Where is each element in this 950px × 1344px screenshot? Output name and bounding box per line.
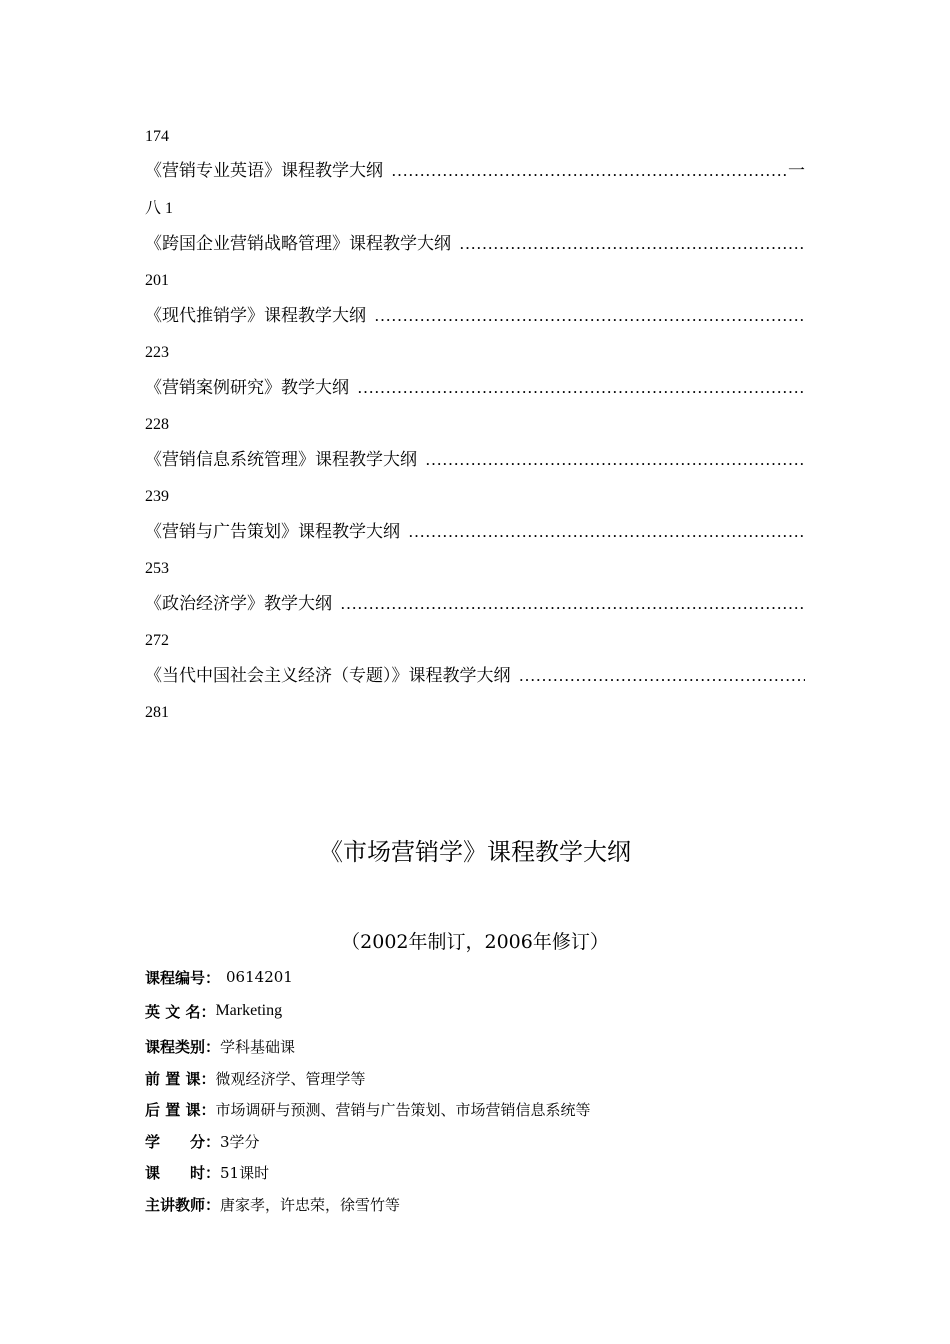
toc-leader-dots [357,377,805,399]
toc-page-number: 239 [145,488,169,505]
info-row-course-category [145,1035,295,1057]
toc-page-number: 281 [145,704,169,721]
toc-leader-dots [519,665,806,687]
toc-page-number: 223 [145,344,169,361]
info-label: 学 分： [145,1132,221,1151]
toc-entry[interactable] [145,665,805,687]
toc-page-number: 228 [145,416,169,433]
info-row-credits [145,1130,260,1152]
toc-entry[interactable] [145,593,805,615]
toc-entry-title: 《现代推销学》课程教学大纲 [145,306,366,326]
toc-entry[interactable] [145,233,805,255]
toc-entry-title: 《政治经济学》教学大纲 [145,594,332,614]
info-value: 微观经济学、管理学等 [215,1069,366,1088]
toc-leader-dots [340,593,805,615]
toc-entry[interactable] [145,449,805,471]
toc-page-number: 253 [145,560,169,577]
toc-page-number: 174 [145,128,169,145]
info-label: 课程类别： [145,1037,221,1056]
info-value: 学科基础课 [220,1037,296,1056]
info-row-lecturers [145,1193,400,1215]
toc-entry-tail: 一 [788,161,805,181]
document-subtitle: （2002年制订，2006年修订） [341,931,609,953]
info-row-class-hours [145,1161,269,1183]
info-value: 3学分 [220,1132,260,1151]
info-row-prerequisites [145,1067,365,1089]
toc-leader-dots [374,305,805,327]
toc-entry[interactable] [145,377,805,399]
info-label: 主讲教师： [145,1195,221,1214]
toc-entry-title: 《当代中国社会主义经济（专题）》课程教学大纲 [145,666,511,686]
info-label: 前 置 课： [145,1069,216,1088]
toc-leader-dots [459,233,805,255]
toc-entry-title: 《跨国企业营销战略管理》课程教学大纲 [145,234,451,254]
toc-leader-dots [408,521,805,543]
info-row-english-name [145,1000,282,1022]
toc-entry-title: 《营销案例研究》教学大纲 [145,378,349,398]
info-label: 英 文 名： [145,1002,216,1021]
info-value: 唐家孝，许忠荣，徐雪竹等 [220,1195,401,1214]
document-title: 《市场营销学》课程教学大纲 [319,838,631,866]
toc-page-number: 八 1 [145,200,174,217]
info-value: Marketing [215,1002,283,1019]
toc-page-number: 201 [145,272,169,289]
info-row-follow-up-courses [145,1098,590,1120]
info-label: 课 时： [145,1163,221,1182]
toc-leader-dots [391,160,788,182]
toc-entry-title: 《营销与广告策划》课程教学大纲 [145,522,400,542]
toc-entry[interactable] [145,160,805,182]
toc-entry[interactable] [145,521,805,543]
info-row-course-code [145,966,293,988]
toc-entry-title: 《营销专业英语》课程教学大纲 [145,161,383,181]
info-label: 后 置 课： [145,1100,216,1119]
info-value: 0614201 [226,968,293,986]
toc-entry[interactable] [145,305,805,327]
info-value: 51课时 [220,1163,270,1182]
info-value: 市场调研与预测、营销与广告策划、市场营销信息系统等 [215,1100,591,1119]
toc-entry-title: 《营销信息系统管理》课程教学大纲 [145,450,417,470]
toc-page-number: 272 [145,632,169,649]
toc-leader-dots [425,449,805,471]
info-label: 课程编号： [145,968,221,987]
